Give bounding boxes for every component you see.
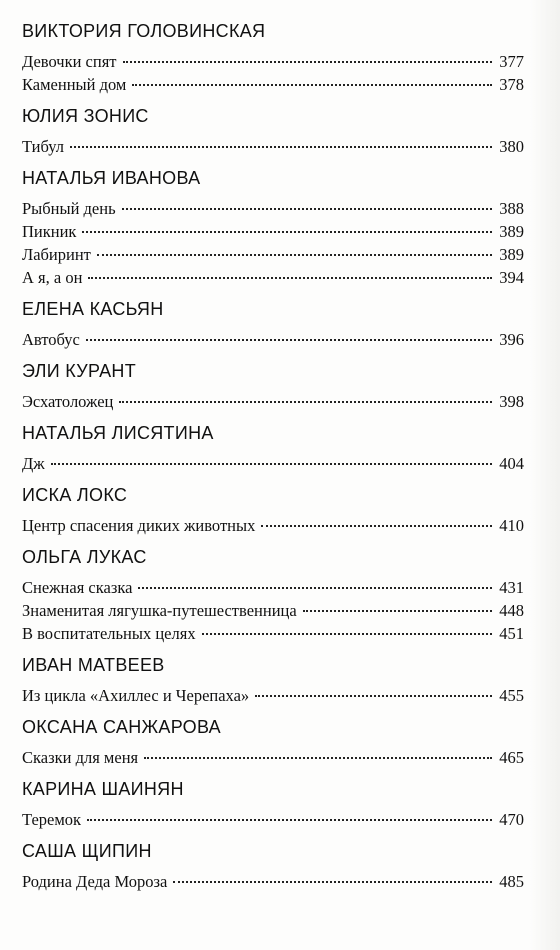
author-heading: ЭЛИ КУРАНТ [22, 361, 137, 381]
dot-leader [86, 339, 492, 341]
toc-entry [22, 622, 524, 645]
author-heading: ЮЛИЯ ЗОНИС [22, 106, 149, 126]
toc-entry [22, 266, 524, 289]
entry-title: Девочки спят [22, 52, 117, 71]
page-number: 431 [499, 578, 524, 597]
page-number: 410 [499, 516, 524, 535]
entry-title: Родина Деда Мороза [22, 872, 168, 891]
page-number: 388 [499, 199, 524, 218]
page-number: 448 [499, 601, 524, 620]
dot-leader [255, 695, 492, 697]
dot-leader [132, 84, 492, 86]
entry-title: Рыбный день [22, 199, 116, 218]
entry-title: В воспитательных целях [22, 624, 196, 643]
author-heading: ВИКТОРИЯ ГОЛОВИНСКАЯ [22, 21, 266, 41]
dot-leader [202, 633, 492, 635]
page-number: 404 [499, 454, 524, 473]
dot-leader [119, 401, 492, 403]
toc-entry [22, 220, 524, 243]
dot-leader [261, 525, 492, 527]
table-of-contents [22, 16, 524, 893]
entry-title: Пикник [22, 222, 77, 241]
entry-title: Снежная сказка [22, 578, 133, 597]
entry-title: Сказки для меня [22, 748, 139, 767]
entry-title: Каменный дом [22, 75, 127, 94]
toc-entry [22, 746, 524, 769]
dot-leader [87, 819, 492, 821]
toc-section [22, 712, 524, 769]
toc-entry [22, 135, 524, 158]
page-number: 389 [499, 222, 524, 241]
entry-title: Теремок [22, 810, 82, 829]
page-number: 465 [499, 748, 524, 767]
dot-leader [51, 463, 492, 465]
page-number: 470 [499, 810, 524, 829]
toc-entry [22, 243, 524, 266]
dot-leader [70, 146, 492, 148]
page-number: 485 [499, 872, 524, 891]
toc-section [22, 542, 524, 645]
toc-entry [22, 328, 524, 351]
author-heading: ОКСАНА САНЖАРОВА [22, 717, 221, 737]
author-heading: САША ЩИПИН [22, 841, 152, 861]
toc-entry [22, 452, 524, 475]
toc-section [22, 356, 524, 413]
author-heading: ЕЛЕНА КАСЬЯН [22, 299, 164, 319]
page-number: 378 [499, 75, 524, 94]
toc-entry [22, 50, 524, 73]
toc-entry [22, 514, 524, 537]
entry-title: Центр спасения диких животных [22, 516, 256, 535]
entry-title: Знаменитая лягушка-путешественница [22, 601, 297, 620]
entry-title: Автобус [22, 330, 80, 349]
page-number: 380 [499, 137, 524, 156]
toc-section [22, 480, 524, 537]
author-heading: НАТАЛЬЯ ИВАНОВА [22, 168, 201, 188]
author-heading: ИСКА ЛОКС [22, 485, 128, 505]
toc-section [22, 294, 524, 351]
page-number: 455 [499, 686, 524, 705]
dot-leader [173, 881, 492, 883]
toc-entry [22, 390, 524, 413]
page-edge-shadow [530, 0, 560, 950]
dot-leader [97, 254, 492, 256]
dot-leader [88, 277, 492, 279]
page-number: 377 [499, 52, 524, 71]
toc-section [22, 418, 524, 475]
toc-entry [22, 599, 524, 622]
dot-leader [144, 757, 492, 759]
toc-entry [22, 684, 524, 707]
page-number: 398 [499, 392, 524, 411]
entry-title: Эсхатоложец [22, 392, 114, 411]
toc-section [22, 836, 524, 893]
toc-section [22, 16, 524, 96]
toc-section [22, 163, 524, 289]
dot-leader [122, 208, 492, 210]
dot-leader [82, 231, 492, 233]
entry-title: Тибул [22, 137, 65, 156]
entry-title: Из цикла «Ахиллес и Черепаха» [22, 686, 250, 705]
toc-section [22, 650, 524, 707]
page-number: 394 [499, 268, 524, 287]
author-heading: ИВАН МАТВЕЕВ [22, 655, 165, 675]
toc-section [22, 101, 524, 158]
dot-leader [123, 61, 492, 63]
page-number: 451 [499, 624, 524, 643]
toc-entry [22, 73, 524, 96]
dot-leader [303, 610, 492, 612]
toc-entry [22, 870, 524, 893]
author-heading: КАРИНА ШАИНЯН [22, 779, 184, 799]
entry-title: Дж [22, 454, 45, 473]
entry-title: А я, а он [22, 268, 83, 287]
dot-leader [138, 587, 492, 589]
toc-entry [22, 197, 524, 220]
page-number: 389 [499, 245, 524, 264]
page-number: 396 [499, 330, 524, 349]
author-heading: ОЛЬГА ЛУКАС [22, 547, 147, 567]
toc-entry [22, 808, 524, 831]
toc-entry [22, 576, 524, 599]
author-heading: НАТАЛЬЯ ЛИСЯТИНА [22, 423, 214, 443]
entry-title: Лабиринт [22, 245, 91, 264]
toc-section [22, 774, 524, 831]
